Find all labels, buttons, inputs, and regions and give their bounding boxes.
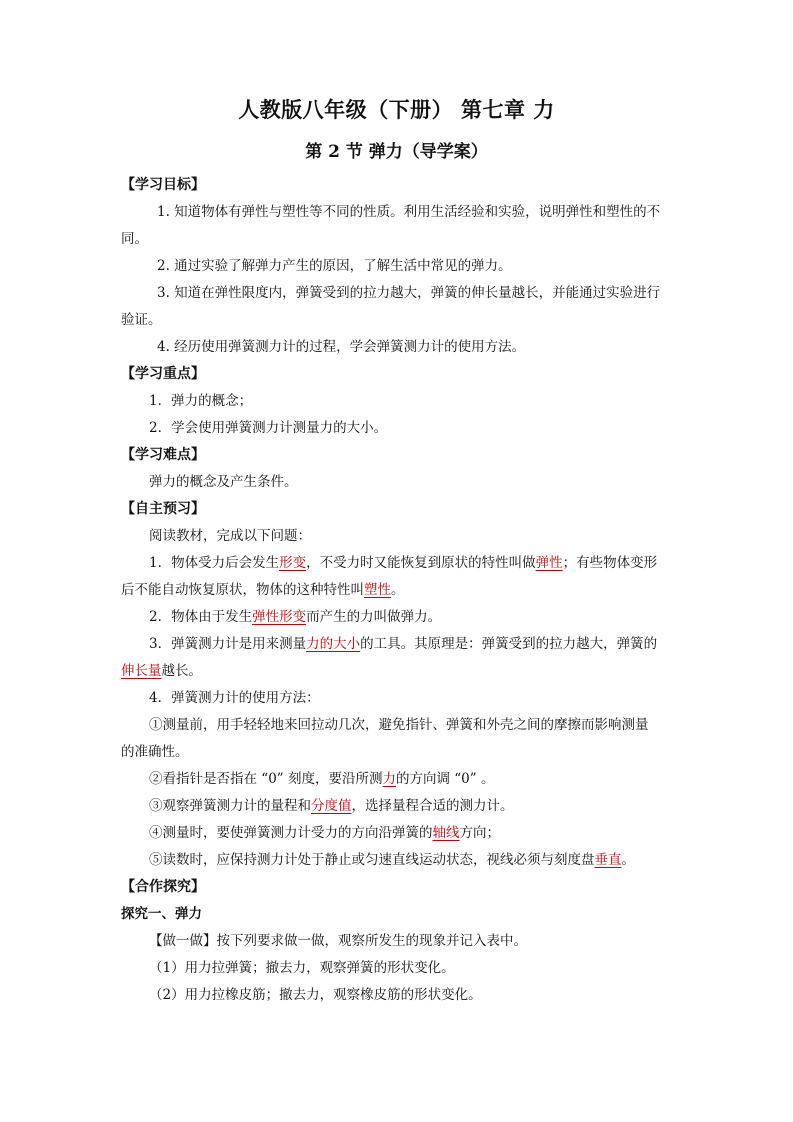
inquiry-item-1: （1）用力拉弹簧；撤去力，观察弹簧的形状变化。 [149,960,455,976]
q4-s4-text-1: ④测量时，要使弹簧测力计受力的方向沿弹簧的 [149,825,433,841]
q4-step-1-line-2: 的准确性。 [121,744,189,760]
question-2 [121,604,673,631]
question-3-line-1 [121,631,673,658]
q1-text-2: ，不受力时又能恢复到原状的特性叫做 [306,555,536,571]
difficulty-1: 弹力的概念及产生条件。 [149,474,298,490]
goal-2: 2. 通过实验了解弹力产生的原因，了解生活中常见的弹力。 [157,258,512,274]
document-body [121,172,673,1009]
key-point-2: 2．学会使用弹簧测力计测量力的大小。 [149,420,388,436]
section-heading-difficulties: 【学习难点】 [121,447,205,463]
q4-s2-text-1: ②看指针是否指在 “0” 刻度，要沿所测 [149,771,383,787]
q1-text-5: 。 [391,582,405,598]
goal-1-line-2: 同。 [121,231,148,247]
inquiry-subheading: 探究一、弹力 [121,906,202,922]
q1-answer-2: 弹性 [535,555,563,571]
q1-text-1: 1．物体受力后会发生 [149,555,280,571]
goal-3-line-1: 3. 知道在弹性限度内，弹簧受到的拉力越大，弹簧的伸长量越长，并能通过实验进行 [157,285,661,301]
q3-answer-2: 伸长量 [121,663,162,679]
inquiry-activity: 【做一做】按下列要求做一做，观察所发生的现象并记入表中。 [149,933,527,949]
q1-answer-1: 形变 [279,555,307,571]
q4-step-4 [121,820,673,847]
q1-text-4: 后不能自动恢复原状，物体的这种特性叫 [121,582,364,598]
q4-s5-text-2: 。 [621,852,635,868]
q1-text-3: ；有些物体变形 [562,555,658,571]
section-heading-self-study: 【自主预习】 [121,501,205,517]
question-4: 4．弹簧测力计的使用方法： [149,690,320,706]
inquiry-item-2: （2）用力拉橡皮筋；撤去力，观察橡皮筋的形状变化。 [149,987,482,1003]
q4-s4-text-2: 方向； [459,825,500,841]
q4-s2-text-2: 的方向调 “0” 。 [395,771,495,787]
q1-answer-3: 塑性 [364,582,391,598]
q4-s2-answer: 力 [382,771,396,787]
q4-step-5 [121,847,673,874]
question-3-line-2 [121,658,673,685]
q2-text-2: 而产生的力叫做弹力。 [306,609,442,625]
q4-s3-text-2: ，选择量程合适的测力计。 [351,798,514,814]
document-title: 人教版八年级（下册） 第七章 力 [238,97,555,122]
key-point-1: 1．弹力的概念； [149,393,253,409]
q4-step-2 [121,766,673,793]
q4-s4-answer: 轴线 [432,825,460,841]
q4-s5-text-1: ⑤读数时，应保持测力计处于静止或匀速直线运动状态，视线必须与刻度盘 [149,852,595,868]
question-1-line-2 [121,577,673,604]
question-1-line-1 [121,550,673,577]
goal-1-line-1: 1. 知道物体有弹性与塑性等不同的性质。利用生活经验和实验，说明弹性和塑性的不 [157,204,661,220]
q3-answer-1: 力的大小 [306,636,361,652]
section-heading-key-points: 【学习重点】 [121,366,205,382]
goal-4: 4. 经历使用弹簧测力计的过程，学会弹簧测力计的使用方法。 [157,339,526,355]
q2-text-1: 2．物体由于发生 [149,609,253,625]
q3-text-2: 的工具。其原理是：弹簧受到的拉力越大，弹簧的 [360,636,658,652]
q3-text-1: 3．弹簧测力计是用来测量 [149,636,307,652]
q4-s3-text-1: ③观察弹簧测力计的量程和 [149,798,311,814]
q4-step-1-line-1: ①测量前，用手轻轻地来回拉动几次，避免指针、弹簧和外壳之间的摩擦而影响测量 [149,717,649,733]
q3-text-3: 越长。 [161,663,202,679]
q2-answer-1: 弹性形变 [252,609,307,625]
section-heading-inquiry: 【合作探究】 [121,879,205,895]
self-study-intro: 阅读教材，完成以下问题： [149,528,311,544]
q4-s3-answer: 分度值 [311,798,352,814]
document-subtitle: 第 2 节 弹力（导学案） [305,142,488,162]
q4-step-3 [121,793,673,820]
section-heading-goals: 【学习目标】 [121,177,205,193]
goal-3-line-2: 验证。 [121,312,162,328]
q4-s5-answer: 垂直 [594,852,622,868]
